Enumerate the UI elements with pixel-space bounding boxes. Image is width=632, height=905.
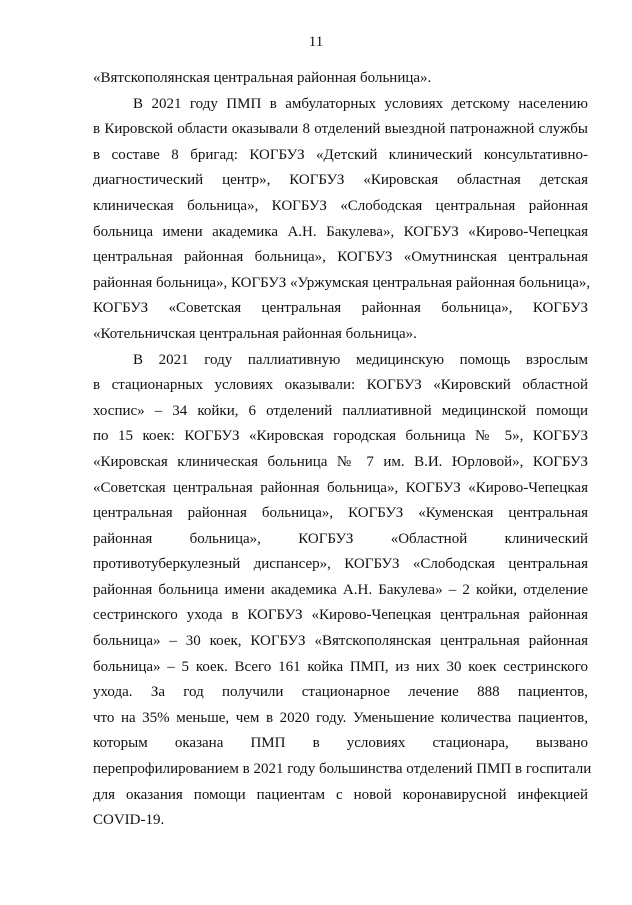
text-line: в стационарных условиях оказывали: КОГБУЗ «Кировский областной — [93, 377, 588, 394]
text-line: «Кировская клиническая больница № 7 им. В.И. Юрловой», КОГБУЗ — [93, 453, 588, 470]
text-line: в Кировской области оказывали 8 отделений выездной патронажной службы — [93, 121, 588, 138]
text-line: COVID-19. — [93, 812, 165, 829]
text-line: районная больница», КОГБУЗ «Уржумская центральная районная больница», — [93, 274, 591, 291]
text-line: перепрофилированием в 2021 году большинства отделений ПМП в госпитали — [93, 761, 592, 778]
paragraph-3 — [93, 348, 592, 834]
text-line: ухода. За год получили стационарное лечение 888 пациентов, — [93, 684, 588, 701]
text-line: клиническая больница», КОГБУЗ «Слободская центральная районная — [93, 197, 588, 214]
text-line: больница» – 30 коек, КОГБУЗ «Вятскополянская центральная районная — [93, 633, 588, 650]
text-line: в составе 8 бригад: КОГБУЗ «Детский клинический консультативно- — [93, 146, 588, 163]
text-line: районная больница», КОГБУЗ «Областной клинический — [93, 530, 588, 547]
text-line: для оказания помощи пациентам с новой коронавирусной инфекцией — [93, 786, 588, 803]
text-line: «Вятскополянская центральная районная больница». — [93, 70, 432, 86]
text-line: больница имени академика А.Н. Бакулева», КОГБУЗ «Кирово-Чепецкая — [93, 223, 588, 240]
text-line: которым оказана ПМП в условиях стационара, вызвано — [93, 735, 588, 752]
text-line: хоспис» – 34 койки, 6 отделений паллиативной медицинской помощи — [93, 402, 588, 419]
text-line: центральная районная больница», КОГБУЗ «Омутнинская центральная — [93, 249, 588, 266]
text-line: сестринского ухода в КОГБУЗ «Кирово-Чепецкая центральная районная — [93, 607, 588, 624]
page-number: 11 — [308, 34, 324, 50]
text-line: что на 35% меньше, чем в 2020 году. Уменьшение количества пациентов, — [93, 709, 588, 726]
text-line: диагностический центр», КОГБУЗ «Кировская областная детская — [93, 172, 588, 189]
text-line: больница» – 5 коек. Всего 161 койка ПМП, из них 30 коек сестринского — [93, 658, 588, 675]
text-line: В 2021 году ПМП в амбулаторных условиях детскому населению — [133, 95, 588, 112]
paragraph-2 — [93, 92, 591, 348]
text-line: противотуберкулезный диспансер», КОГБУЗ «Слободская центральная — [93, 556, 588, 573]
text-line: В 2021 году паллиативную медицинскую помощь взрослым — [133, 351, 588, 368]
text-line: по 15 коек: КОГБУЗ «Кировская городская больница № 5», КОГБУЗ — [93, 428, 588, 445]
text-line: КОГБУЗ «Советская центральная районная больница», КОГБУЗ — [93, 300, 588, 317]
text-line: «Советская центральная районная больница», КОГБУЗ «Кирово-Чепецкая — [93, 479, 588, 496]
text-line: районная больница имени академика А.Н. Бакулева» – 2 койки, отделение — [93, 581, 588, 598]
text-line: «Котельничская центральная районная больница». — [93, 325, 417, 342]
text-line: центральная районная больница», КОГБУЗ «Куменская центральная — [93, 505, 588, 522]
paragraph-1 — [93, 66, 588, 92]
document-body — [93, 66, 592, 834]
